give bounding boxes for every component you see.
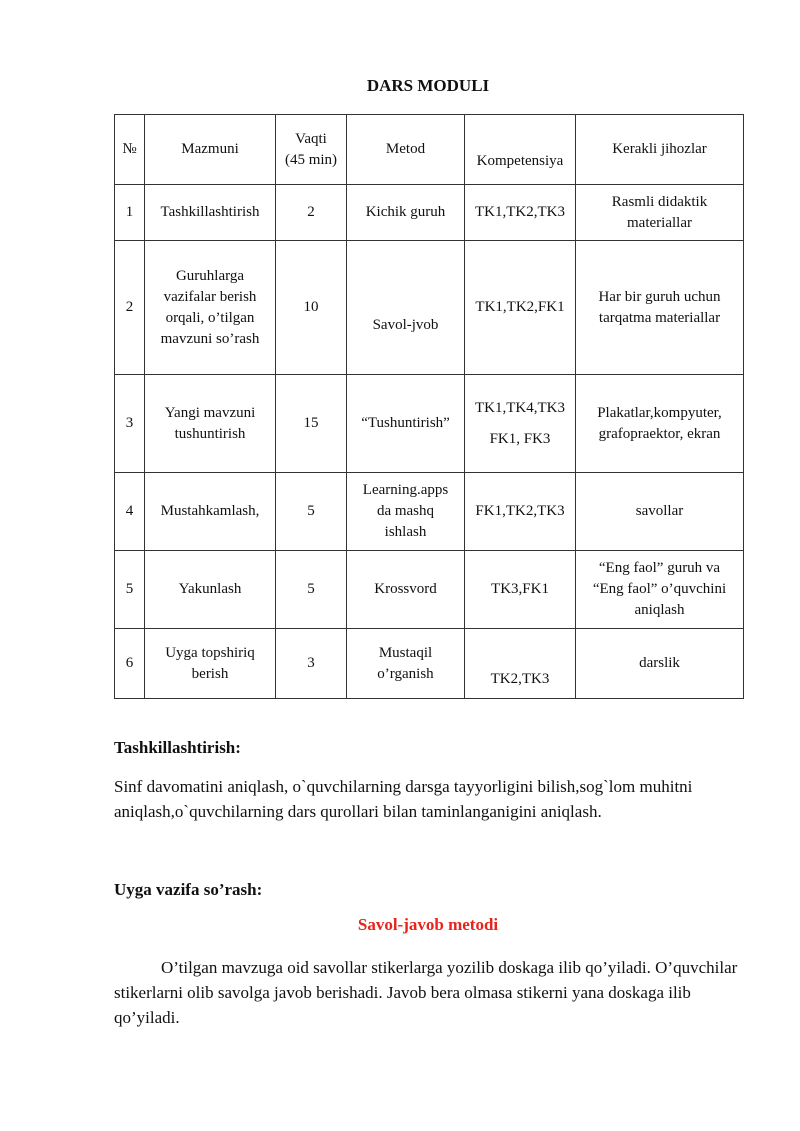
table-row — [115, 241, 744, 375]
row-method: “Tushuntirish” — [347, 375, 465, 473]
table-row — [115, 375, 744, 473]
row-equipment: darslik — [576, 629, 744, 699]
row-content: Tashkillashtirish — [145, 185, 276, 241]
header-content: Mazmuni — [145, 115, 276, 185]
row-time: 10 — [276, 241, 347, 375]
row-equipment: “Eng faol” guruh va “Eng faol” o’quvchini aniqlash — [576, 551, 744, 629]
lesson-module-table — [114, 114, 744, 699]
row-time: 5 — [276, 473, 347, 551]
table-header-row — [115, 115, 744, 185]
row-content: Yakunlash — [145, 551, 276, 629]
table-row — [115, 629, 744, 699]
row-competence — [465, 375, 576, 473]
row-method: Savol-jvob — [347, 241, 465, 375]
page-title: DARS MODULI — [366, 76, 490, 95]
section-text-organization: Sinf davomatini aniqlash, o`quvchilarning darsga tayyorligini bilish,sog`lom muhitni aniqlash,o`quvchilarning dars qurollari bilan taminlanganigini aniqlash. — [114, 777, 693, 821]
row-competence: TK3,FK1 — [465, 551, 576, 629]
row-time: 15 — [276, 375, 347, 473]
row-content: Guruhlarga vazifalar berish orqali, o’tilgan mavzuni so’rash — [145, 241, 276, 375]
row-method: Krossvord — [347, 551, 465, 629]
row-time: 5 — [276, 551, 347, 629]
table-row — [115, 185, 744, 241]
header-method: Metod — [347, 115, 465, 185]
row-num: 4 — [115, 473, 145, 551]
row-competence: TK1,TK2,FK1 — [465, 241, 576, 375]
header-competence: Kompetensiya — [465, 115, 576, 185]
row-num: 5 — [115, 551, 145, 629]
row-equipment: Har bir guruh uchun tarqatma materiallar — [576, 241, 744, 375]
row-method: Kichik guruh — [347, 185, 465, 241]
row-content: Mustahkamlash, — [145, 473, 276, 551]
row-num: 1 — [115, 185, 145, 241]
row-method: Learning.apps da mashq ishlash — [347, 473, 465, 551]
row-time: 2 — [276, 185, 347, 241]
row-time: 3 — [276, 629, 347, 699]
section-text-homework: O’tilgan mavzuga oid savollar stikerlarga yozilib doskaga ilib qo’yiladi. O’quvchilar stikerlarni olib savolga javob berishadi. Javob bera olmasa stikerni yana doskaga ilib qo’yiladi. — [114, 958, 738, 1027]
row-competence: TK2,TK3 — [465, 629, 576, 699]
method-title: Savol-javob metodi — [357, 915, 499, 934]
row-competence: TK1,TK2,TK3 — [465, 185, 576, 241]
competence-line-2: FK1, FK3 — [489, 430, 551, 447]
row-num: 6 — [115, 629, 145, 699]
header-equipment: Kerakli jihozlar — [576, 115, 744, 185]
row-num: 3 — [115, 375, 145, 473]
row-content: Yangi mavzuni tushuntirish — [145, 375, 276, 473]
header-time: Vaqti (45 min) — [276, 115, 347, 185]
row-num: 2 — [115, 241, 145, 375]
table-row — [115, 551, 744, 629]
row-equipment: savollar — [576, 473, 744, 551]
row-equipment: Rasmli didaktik materiallar — [576, 185, 744, 241]
section-heading-organization: Tashkillashtirish: — [114, 738, 241, 757]
table-row — [115, 473, 744, 551]
row-equipment: Plakatlar,kompyuter, grafopraektor, ekran — [576, 375, 744, 473]
row-competence: FK1,TK2,TK3 — [465, 473, 576, 551]
header-num: № — [115, 115, 145, 185]
competence-line-1: TK1,TK4,TK3 — [475, 399, 565, 416]
row-content: Uyga topshiriq berish — [145, 629, 276, 699]
section-heading-homework: Uyga vazifa so’rash: — [114, 880, 263, 899]
row-method: Mustaqil o’rganish — [347, 629, 465, 699]
